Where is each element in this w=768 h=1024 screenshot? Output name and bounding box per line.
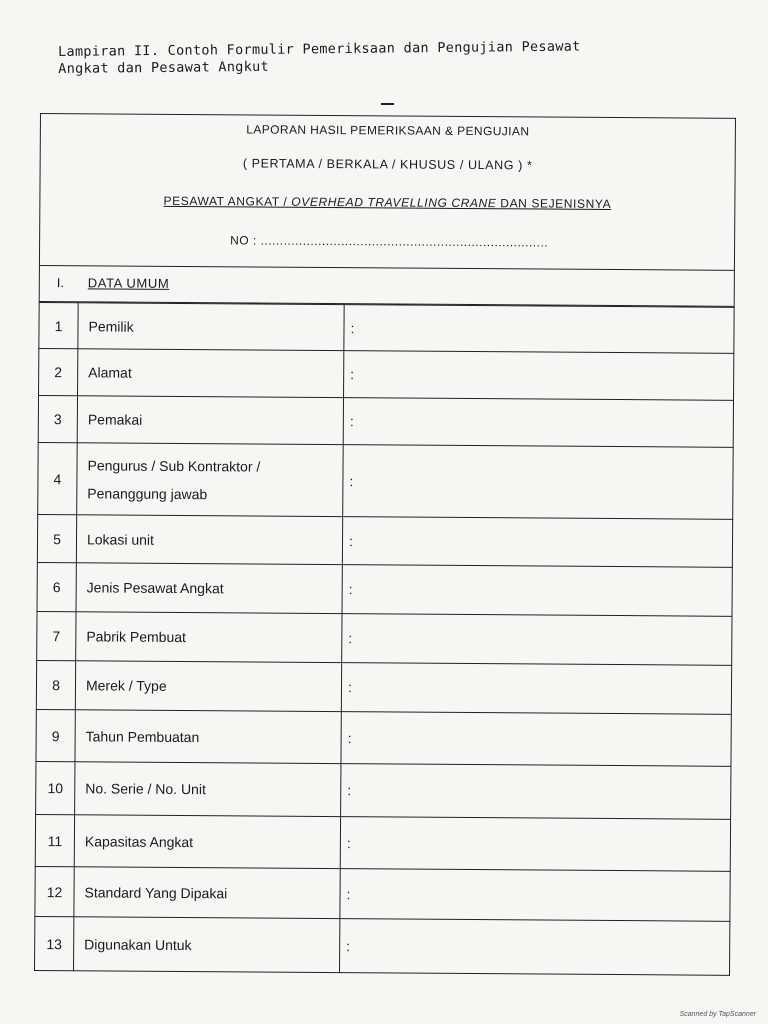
row-number: 2 [39,348,78,395]
row-label [77,443,343,517]
inspection-type-options: ( PERTAMA / BERKALA / KHUSUS / ULANG ) * [242,156,533,173]
row-label-line-2: Penanggung jawab [87,484,208,502]
table-row [37,562,732,616]
row-value-field[interactable]: : [343,445,733,520]
row-label: Alamat [78,349,344,398]
row-value-field[interactable]: : [342,614,732,666]
row-number: 1 [39,302,78,348]
equipment-type-italic: OVERHEAD TRAVELLING CRANE [291,194,497,211]
table-row [36,761,731,819]
table-row [36,709,731,766]
row-number: 5 [37,514,76,562]
row-label: Digunakan Untuk [74,917,340,973]
row-value-field[interactable]: : [341,764,731,820]
table-row [37,611,732,665]
table-row [38,442,733,519]
row-label: Kapasitas Angkat [74,815,340,869]
pen-mark [381,103,394,105]
scanner-watermark: Scanned by TapScanner [679,1011,756,1018]
row-number: 3 [38,395,77,442]
row-number: 13 [35,916,74,970]
row-value-field[interactable]: : [340,919,730,976]
row-label: Tahun Pembuatan [75,710,341,764]
inspection-form [34,113,736,976]
row-label: Pemakai [77,396,343,445]
equipment-type-suffix: DAN SEJENISNYA [496,196,612,211]
row-value-field[interactable]: : [341,663,731,715]
equipment-type-prefix: PESAWAT ANGKAT / [163,193,292,209]
row-value-field[interactable]: : [341,712,731,767]
table-row [39,302,734,353]
table-row [36,660,731,714]
row-value-field[interactable]: : [343,398,733,448]
table-row [35,866,730,921]
row-label: Pabrik Pembuat [76,612,342,663]
section-title: DATA UMUM [87,275,170,291]
general-data-table [34,302,735,976]
row-label: Standard Yang Dipakai [74,867,340,919]
row-label: Merek / Type [75,661,341,712]
row-number: 7 [37,611,76,660]
row-label: No. Serie / No. Unit [75,762,341,817]
row-number: 9 [36,709,75,761]
row-value-field[interactable]: : [342,517,732,568]
row-number: 12 [35,866,74,916]
row-number: 10 [36,761,75,814]
form-title: LAPORAN HASIL PEMERIKSAAN & PENGUJIAN [246,122,530,139]
attachment-heading [58,37,698,78]
row-number: 11 [35,814,74,866]
row-value-field[interactable]: : [344,351,734,401]
table-row [35,916,730,975]
table-row [35,814,730,871]
table-row [37,514,732,567]
report-number-field[interactable]: NO : ........................................................................... [230,233,549,250]
row-number: 4 [38,442,78,514]
form-header [39,113,736,270]
row-label: Jenis Pesawat Angkat [76,563,342,614]
row-number: 8 [36,660,75,709]
row-number: 6 [37,562,76,611]
row-value-field[interactable]: : [340,817,730,872]
row-label: Lokasi unit [76,515,342,565]
row-value-field[interactable]: : [340,869,730,922]
row-value-field[interactable]: : [342,565,732,617]
row-value-field[interactable]: : [344,305,734,354]
row-label: Pemilik [78,303,344,351]
heading-line-2: Angkat dan Pesawat Angkut [58,58,270,77]
heading-line-1: Lampiran II. Contoh Formulir Pemeriksaan dan Pengujian Pesawat [58,38,581,60]
row-label-line-1: Pengurus / Sub Kontraktor / [87,456,261,475]
equipment-type [40,193,734,212]
table-row [38,395,733,447]
table-row [39,348,734,400]
section-header [39,265,735,307]
section-number: I. [56,275,65,291]
